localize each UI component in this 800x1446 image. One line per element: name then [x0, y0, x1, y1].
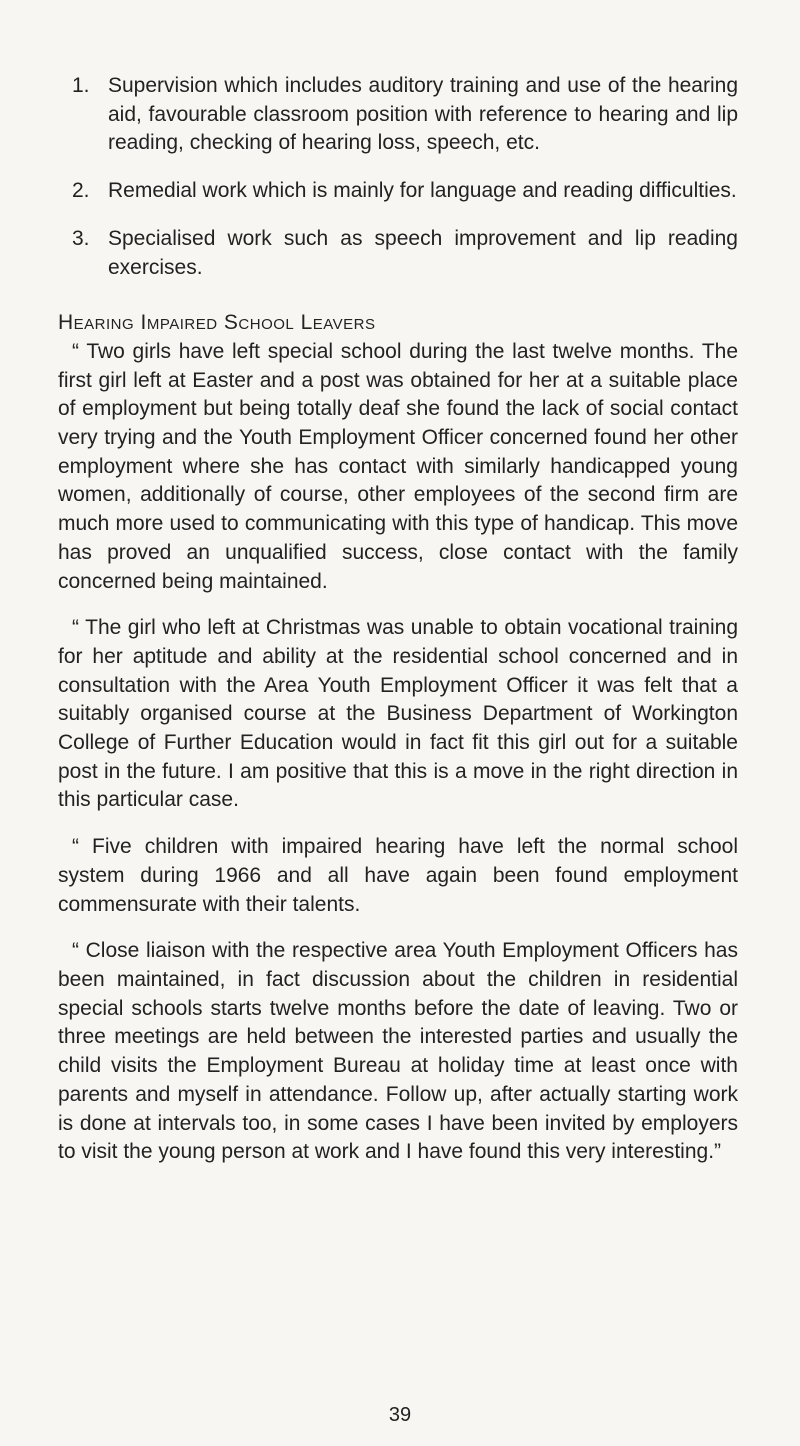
list-item-number: 2.: [72, 179, 90, 203]
list-item-text: Remedial work which is mainly for language and reading difficulties.: [108, 179, 737, 203]
list-item-text: Specialised work such as speech improvement and lip reading exercises.: [108, 226, 738, 279]
section-heading: Hearing Impaired School Leavers: [58, 311, 376, 335]
paragraph: “ The girl who left at Christmas was unable to obtain vocational training for her aptitude and ability at the residential school concerned and in consultation with the Area Youth Employment Officer it was felt that a suitably organised course at the Business Department of Workington College of Further Education would in fact fit this girl out for a suitable post in the future. I am positive that this is a move in the right direction in this particular case.: [58, 616, 738, 812]
list-item: [58, 177, 738, 206]
list-item-number: 3.: [72, 226, 90, 250]
list-item: [58, 72, 738, 158]
paragraph: “ Five children with impaired hearing have left the normal school system during 1966 and all have again been found employment commensurate with their talents.: [58, 835, 738, 916]
paragraph: “ Close liaison with the respective area Youth Employment Officers has been maintained, in fact discussion about the children in residential special schools starts twelve months before the date of leaving. Two or three meetings are held between the interested parties and usually the child visits the Employment Bureau at holiday time at least once with parents and myself in attendance. Follow up, after actually starting work is done at intervals too, in some cases I have been invited by employers to visit the young person at work and I have found this very interesting.”: [58, 939, 738, 1164]
document-page: [58, 72, 738, 1185]
list-item-text: Supervision which includes auditory training and use of the hearing aid, favourable classroom position with reference to hearing and lip reading, checking of hearing loss, speech, etc.: [108, 74, 738, 155]
paragraph: “ Two girls have left special school during the last twelve months. The first girl left at Easter and a post was obtained for her at a suitable place of employment but being totally deaf she found the lack of social contact very trying and the Youth Employment Officer concerned found her other employment where she has contact with similarly handicapped young women, additionally of course, other employees of the second firm are much more used to communicating with this type of handicap. This move has proved an unqualified success, close contact with the family concerned being maintained.: [58, 339, 738, 593]
list-item-number: 1.: [72, 74, 90, 97]
numbered-list: [58, 72, 738, 282]
page-number: 39: [388, 1404, 412, 1426]
list-item: [58, 225, 738, 282]
